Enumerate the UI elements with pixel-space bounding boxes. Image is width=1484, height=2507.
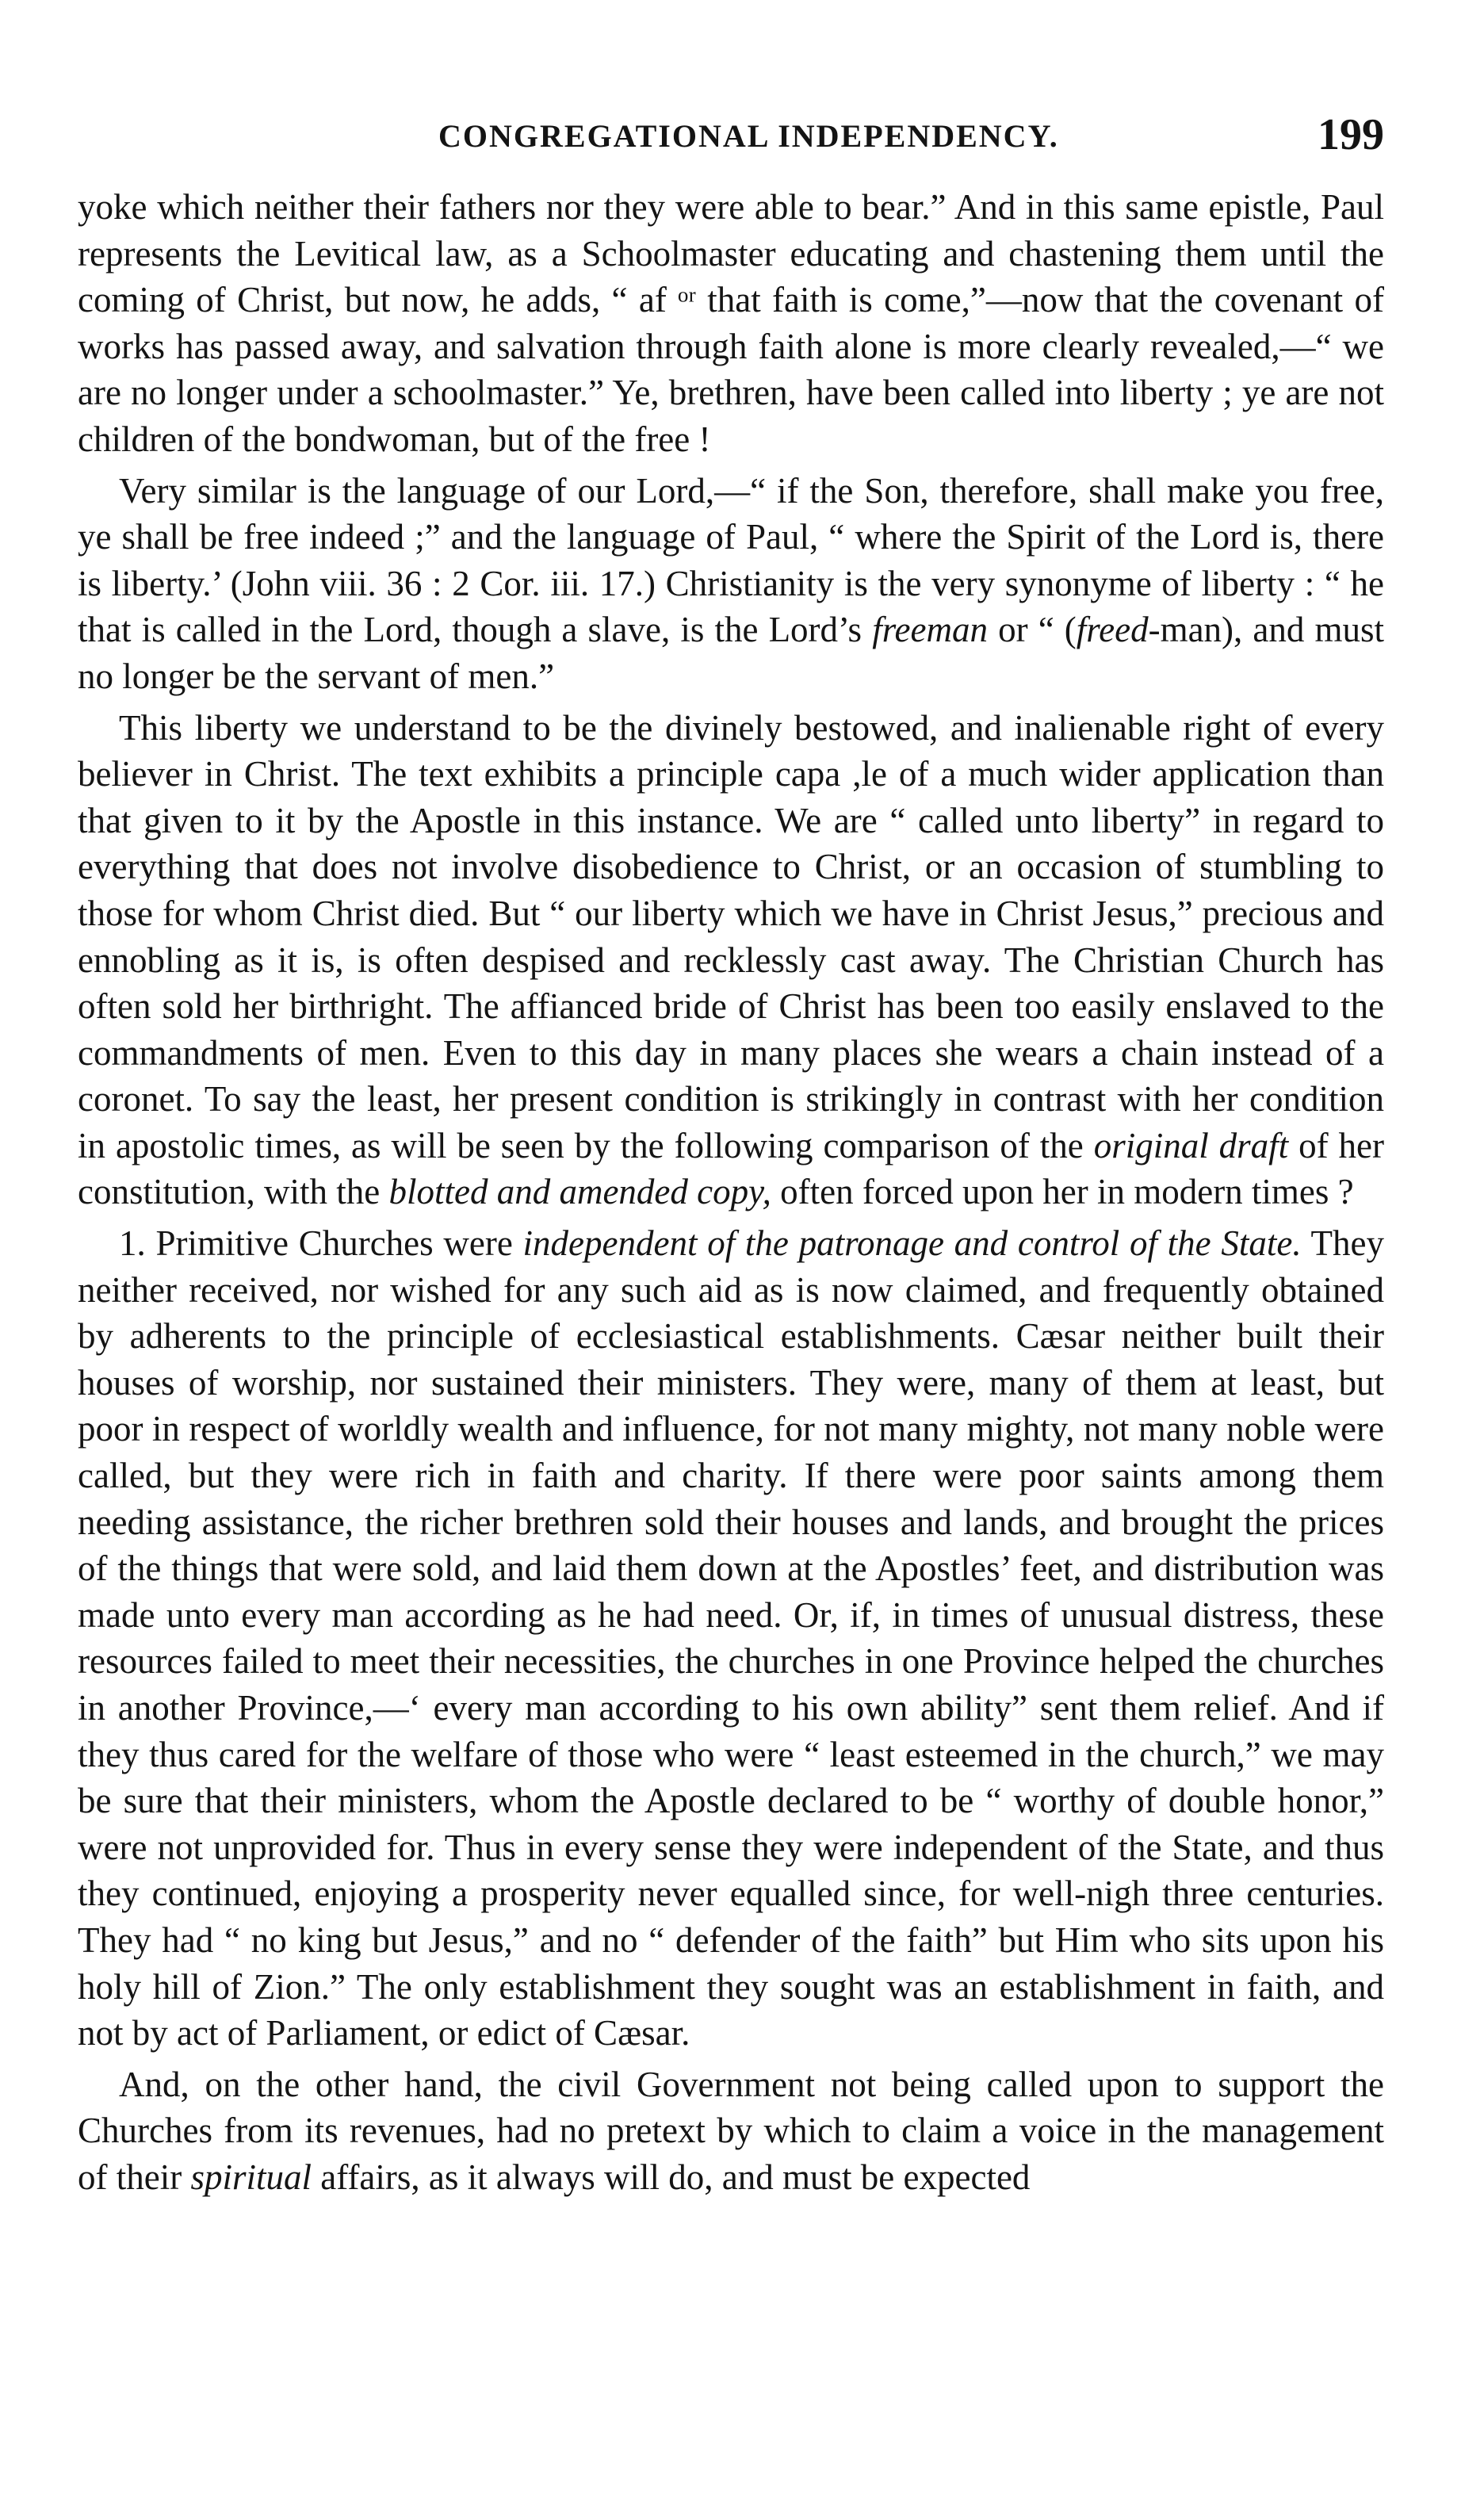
running-head: CONGREGATIONAL INDEPENDENCY. [438, 118, 1059, 154]
paragraph-4 [78, 1220, 1384, 2057]
page-header [78, 109, 1384, 165]
italic-run: freed [1076, 610, 1149, 650]
text-run: of her constitution, with the [78, 1125, 1384, 1212]
italic-run: spiritual [190, 2157, 312, 2197]
paragraph-3 [78, 705, 1384, 1216]
italic-run: freeman [872, 610, 988, 650]
text-run: They neither received, nor wished for any such aid as is now claimed, and frequently obtained by adherents to the principle of ecclesiastical establishments. Cæsar neither built their houses of worship, nor sustained their ministers. They were, many of them at least, but poor in respect of worldly wealth and influence, for not many mighty, not many noble were called, but they were rich in faith and charity. If there were poor saints among them needing assistance, the richer brethren sold their houses and lands, and brought the prices of the things that were sold, and laid them down at the Apostles’ feet, and distribution was made unto every man according as he had need. Or, if, in times of unusual distress, these resources failed to meet their necessities, the churches in one Province helped the churches in another Province,—‘ every man according to his own ability” sent them relief. And if they thus cared for the welfare of those who were “ least esteemed in the church,” we may be sure that their ministers, whom the Apostle declared to be “ worthy of double honor,” were not unprovided for. Thus in every sense they were independent of the State, and thus they continued, enjoying a prosperity never equalled since, for well-nigh three centuries. They had “ no king but Jesus,” and no “ defender of the faith” but Him who sits upon his holy hill of Zion.” The only establishment they sought was an establishment in faith, and not by act of Parliament, or edict of Cæsar. [78, 1223, 1385, 2053]
text-run: This liberty we understand to be the divinely bestowed, and inalienable right of every believer in Christ. The text exhibits a principle capa ,le of a much wider application than that given to it by the Apostle in this instance. We are “ called unto liberty” in regard to everything that does not involve disobedience to Christ, or an occasion of stumbling to those for whom Christ died. But “ our liberty which we have in Christ Jesus,” precious and ennobling as it is, is often despised and recklessly cast away. The Christian Church has often sold her birthright. The affianced bride of Christ has been too easily enslaved to the commandments of men. Even to this day in many places she wears a chain instead of a coronet. To say the least, her present condition is strikingly in contrast with her condition in apostolic times, as will be seen by the following comparison of the [78, 707, 1384, 1165]
paragraph-1 [78, 184, 1384, 463]
text-run: Very similar is the language of our Lord,—“ if the Son, therefore, shall make you free, ye shall be free indeed ;” and the language of Paul, “ where the Spirit of the Lord is, there is liberty.’ (John viii. 36 : 2 Cor. iii. 17.) Christianity is the very synonyme of liberty : “ he that is called in the Lord, though a slave, is the Lord’s [78, 470, 1384, 650]
text-run: often forced upon her in modern times ? [771, 1172, 1354, 1212]
book-page [78, 0, 1384, 2507]
paragraph-5 [78, 2061, 1384, 2201]
text-run: affairs, as it always will do, and must be expected [312, 2157, 1031, 2197]
italic-run: blotted and amended copy, [388, 1172, 771, 1212]
text-run: or “ ( [987, 610, 1077, 650]
text-run: yoke which neither their fathers nor they were able to bear.” And in this same epistle, Paul represents the Levitical law, as a Schoolmaster educating and chastening them until the coming of Christ, but now, he adds, “ af ᵒʳ that faith is come,”—now that the covenant of works has passed away, and salvation through faith alone is more clearly revealed,—“ we are no longer under a schoolmaster.” Ye, brethren, have been called into liberty ; ye are not children of the bondwoman, but of the free ! [78, 187, 1384, 459]
text-run: And, on the other hand, the civil Government not being called upon to support the Churches from its revenues, had no pretext by which to claim a voice in the management of their [78, 2064, 1384, 2197]
italic-run: original draft [1093, 1125, 1289, 1165]
body-text [78, 184, 1384, 2201]
paragraph-2 [78, 468, 1384, 700]
text-run: 1. Primitive Churches were [119, 1223, 523, 1264]
italic-run: independent of the patronage and control of the State. [522, 1223, 1302, 1264]
page-number: 199 [1318, 110, 1384, 159]
text-run: -man), and must no longer be the servant of men.” [78, 610, 1384, 696]
